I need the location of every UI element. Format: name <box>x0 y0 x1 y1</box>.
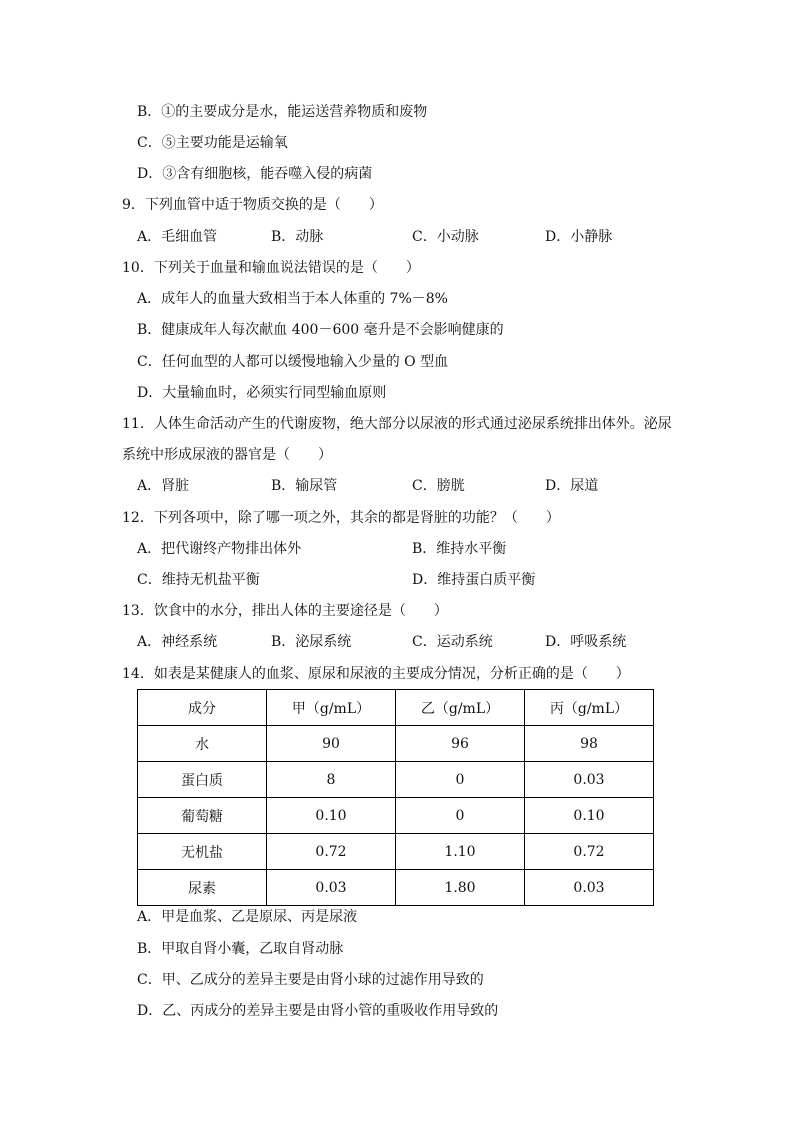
table-cell: 蛋白质 <box>138 762 267 798</box>
q12-stem: 12．下列各项中，除了哪一项之外，其余的都是肾脏的功能？（ ） <box>122 510 560 526</box>
q13-option-a: A．神经系统 <box>137 634 218 650</box>
q10-option-d: D．大量输血时，必须实行同型输血原则 <box>137 385 387 401</box>
q13-option-c: C．运动系统 <box>412 634 493 650</box>
composition-table <box>137 689 654 906</box>
q9-option-b: B．动脉 <box>271 229 324 245</box>
q11-options <box>0 476 794 496</box>
table-header-cell: 成分 <box>138 690 267 726</box>
q11-option-a: A．肾脏 <box>137 478 190 494</box>
table-header-row <box>138 690 654 726</box>
table-cell: 98 <box>525 726 654 762</box>
q14-stem: 14．如表是某健康人的血浆、原尿和尿液的主要成分情况，分析正确的是（ ） <box>122 666 630 682</box>
q13-option-d: D．呼吸系统 <box>545 634 627 650</box>
q13-options <box>0 632 794 652</box>
table-cell: 1.80 <box>396 870 525 906</box>
table-cell: 0 <box>396 762 525 798</box>
table-cell: 0.03 <box>525 870 654 906</box>
q11-option-d: D．尿道 <box>545 478 599 494</box>
q13-stem: 13．饮食中的水分，排出人体的主要途径是（ ） <box>122 603 448 619</box>
table-row <box>138 870 654 906</box>
q13-option-b: B．泌尿系统 <box>271 634 352 650</box>
q12-option-d: D．维持蛋白质平衡 <box>412 572 536 588</box>
q8-option-b: B．①的主要成分是水，能运送营养物质和废物 <box>137 104 428 120</box>
table-cell: 0 <box>396 798 525 834</box>
q14-option-d: D．乙、丙成分的差异主要是由肾小管的重吸收作用导致的 <box>137 1003 499 1019</box>
table-cell: 0.72 <box>267 834 396 870</box>
table-cell: 尿素 <box>138 870 267 906</box>
table-cell: 8 <box>267 762 396 798</box>
q10-stem: 10．下列关于血量和输血说法错误的是（ ） <box>122 260 420 276</box>
q14-option-c: C．甲、乙成分的差异主要是由肾小球的过滤作用导致的 <box>137 972 484 988</box>
table-cell: 葡萄糖 <box>138 798 267 834</box>
table-row <box>138 726 654 762</box>
table-cell: 0.72 <box>525 834 654 870</box>
table-cell: 0.10 <box>525 798 654 834</box>
q11-stem-line2: 系统中形成尿液的器官是（ ） <box>122 447 332 463</box>
q12-options-row2 <box>0 570 794 590</box>
table-header-cell: 乙（g/mL） <box>396 690 525 726</box>
table-row <box>138 834 654 870</box>
table-cell: 1.10 <box>396 834 525 870</box>
q12-option-a: A．把代谢终产物排出体外 <box>137 541 302 557</box>
q9-option-a: A．毛细血管 <box>137 229 218 245</box>
q8-option-c: C．⑤主要功能是运输氧 <box>137 135 288 151</box>
q9-stem: 9．下列血管中适于物质交换的是（ ） <box>122 197 383 213</box>
table-cell: 无机盐 <box>138 834 267 870</box>
q12-option-c: C．维持无机盐平衡 <box>137 572 260 588</box>
table-row <box>138 798 654 834</box>
q10-option-b: B．健康成年人每次献血 400－600 毫升是不会影响健康的 <box>137 322 504 338</box>
q10-option-c: C．任何血型的人都可以缓慢地输入少量的 O 型血 <box>137 354 449 370</box>
q9-option-d: D．小静脉 <box>545 229 613 245</box>
q9-option-c: C．小动脉 <box>412 229 479 245</box>
table-header-cell: 甲（g/mL） <box>267 690 396 726</box>
table-cell: 90 <box>267 726 396 762</box>
q14-option-a: A．甲是血浆、乙是原尿、丙是尿液 <box>137 909 358 925</box>
q9-options <box>0 227 794 247</box>
table-header-cell: 丙（g/mL） <box>525 690 654 726</box>
table-cell: 0.03 <box>525 762 654 798</box>
q8-option-d: D．③含有细胞核，能吞噬入侵的病菌 <box>137 166 373 182</box>
table-row <box>138 762 654 798</box>
q11-option-b: B．输尿管 <box>271 478 338 494</box>
table-cell: 0.10 <box>267 798 396 834</box>
table-cell: 水 <box>138 726 267 762</box>
q12-options-row1 <box>0 539 794 559</box>
q11-option-c: C．膀胱 <box>412 478 465 494</box>
q11-stem-line1: 11．人体生命活动产生的代谢废物，绝大部分以尿液的形式通过泌尿系统排出体外。泌尿 <box>122 416 672 432</box>
table-cell: 96 <box>396 726 525 762</box>
q12-option-b: B．维持水平衡 <box>412 541 507 557</box>
q14-option-b: B．甲取自肾小囊，乙取自肾动脉 <box>137 941 344 957</box>
q10-option-a: A．成年人的血量大致相当于本人体重的 7%－8% <box>137 291 448 307</box>
table-cell: 0.03 <box>267 870 396 906</box>
